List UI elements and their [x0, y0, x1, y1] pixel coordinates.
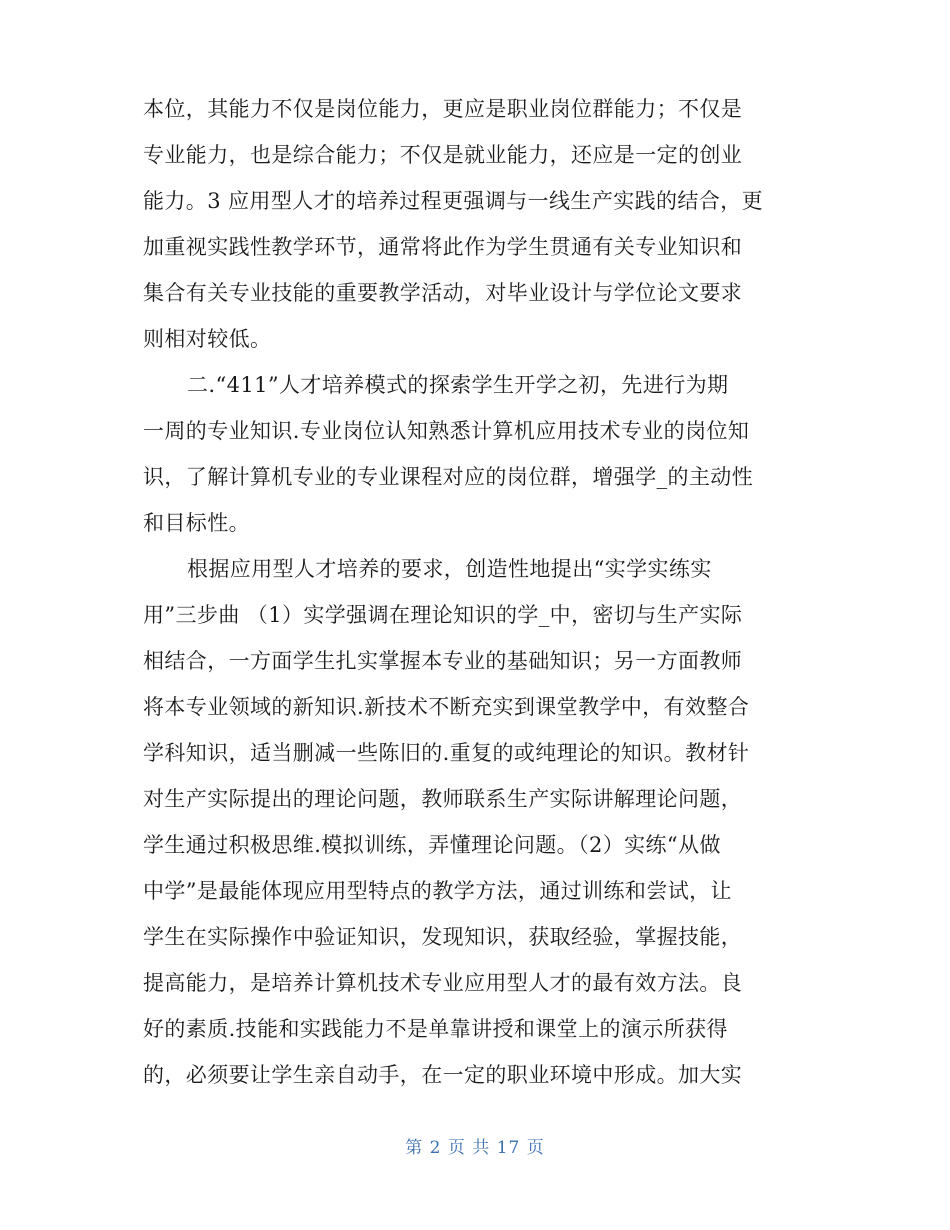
- text-line: 对生产实际提出的理论问题，教师联系生产实际讲解理论问题，: [143, 787, 743, 811]
- text-line: 一周的专业知识.专业岗位认知熟悉计算机应用技术专业的岗位知: [143, 419, 750, 443]
- paragraph-start-line: 二.“411”人才培养模式的探索学生开学之初，先进行为期: [187, 373, 729, 397]
- text-line: 用”三步曲 （1）实学强调在理论知识的学_中，密切与生产实际: [143, 603, 743, 627]
- text-line: 加重视实践性教学环节，通常将此作为学生贯通有关专业知识和: [143, 235, 743, 259]
- text-line: 识，了解计算机专业的专业课程对应的岗位群，增强学_的主动性: [143, 465, 754, 489]
- text-line: 的，必须要让学生亲自动手，在一定的职业环境中形成。加大实: [143, 1063, 743, 1087]
- text-line: 学科知识，适当删减一些陈旧的.重复的或纯理论的知识。教材针: [143, 741, 750, 765]
- text-line: 则相对较低。: [143, 327, 272, 351]
- text-line: 相结合，一方面学生扎实掌握本专业的基础知识；另一方面教师: [143, 649, 743, 673]
- text-line: 好的素质.技能和实践能力不是单靠讲授和课堂上的演示所获得: [143, 1017, 728, 1041]
- text-line: 能力。3 应用型人才的培养过程更强调与一线生产实践的结合，更: [143, 189, 764, 213]
- text-line: 学生通过积极思维.模拟训练，弄懂理论问题。（2）实练“从做: [143, 833, 721, 857]
- text-line: 中学”是最能体现应用型特点的教学方法，通过训练和尝试，让: [143, 879, 732, 903]
- paragraph-start-line: 根据应用型人才培养的要求，创造性地提出“实学实练实: [187, 557, 712, 581]
- text-line: 学生在实际操作中验证知识，发现知识，获取经验，掌握技能，: [143, 925, 743, 949]
- text-line: 本位，其能力不仅是岗位能力，更应是职业岗位群能力；不仅是: [143, 97, 743, 121]
- text-line: 和目标性。: [143, 511, 250, 535]
- document-body: [143, 86, 815, 1098]
- text-line: 将本专业领域的新知识.新技术不断充实到课堂教学中，有效整合: [143, 695, 750, 719]
- text-line: 集合有关专业技能的重要教学活动，对毕业设计与学位论文要求: [143, 281, 743, 305]
- text-line: 专业能力，也是综合能力；不仅是就业能力，还应是一定的创业: [143, 143, 743, 167]
- text-line: 提高能力，是培养计算机技术专业应用型人才的最有效方法。良: [143, 971, 743, 995]
- page-number-footer: 第 2 页 共 17 页: [405, 1138, 545, 1158]
